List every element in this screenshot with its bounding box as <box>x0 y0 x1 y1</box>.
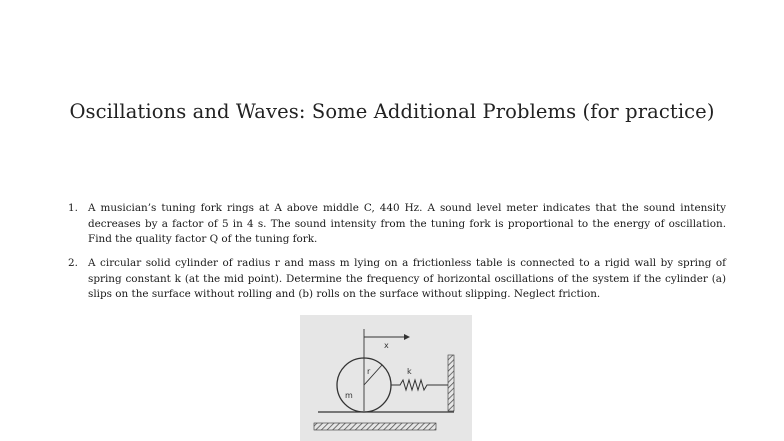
spring <box>391 380 448 390</box>
wall <box>448 355 454 411</box>
problem-item <box>68 201 726 248</box>
table <box>314 423 436 430</box>
x-label: x <box>384 341 389 350</box>
k-label: k <box>407 367 412 376</box>
x-arrow-head <box>404 334 410 340</box>
problem-text: A musician’s tuning fork rings at A above middle C, 440 Hz. A sound level meter indicates that the sound intensity decreases by a factor of 5 in 4 s. The sound intensity from the tuning fork is proportional to the energy of oscillation. Find the quality factor Q of the tuning fork. <box>88 202 726 245</box>
problem-item <box>68 256 726 303</box>
problem-number: 2. <box>68 257 78 269</box>
figure-drawing <box>300 315 472 441</box>
problem-text: A circular solid cylinder of radius r and mass m lying on a frictionless table is connected to a rigid wall by spring of spring constant k (at the mid point). Determine the frequency of horizontal oscillations of the system if the cylinder (a) slips on the surface without rolling and (b) rolls on the surface without slipping. Neglect friction. <box>88 257 726 300</box>
r-label: r <box>367 367 371 376</box>
cylinder-spring-figure <box>300 315 472 441</box>
m-label: m <box>345 391 353 400</box>
page-title: Oscillations and Waves: Some Additional Problems (for practice) <box>69 100 715 123</box>
problem-number: 1. <box>68 202 78 214</box>
